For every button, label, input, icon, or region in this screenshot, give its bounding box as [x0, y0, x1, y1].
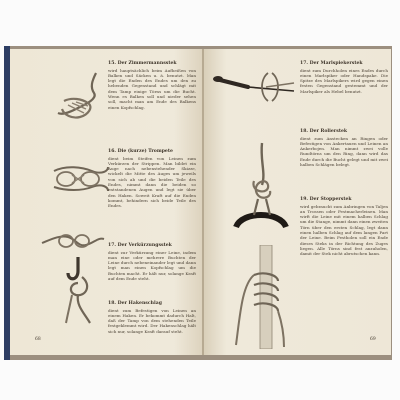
- entry-title: 18. Der Hakenschlag: [108, 301, 162, 306]
- knot-illustration-marlspiekerstek: [208, 69, 296, 107]
- entry-zimmermannsstek: [108, 61, 196, 110]
- knot-illustration-trompete: [52, 161, 110, 197]
- knot-illustration-hakenschlag: [62, 255, 96, 325]
- knot-illustration-stopperstek: [234, 245, 286, 349]
- knot-illustration-rolierstek: [232, 141, 290, 233]
- entry-body: dient zum Anstecken an Ringen oder Befestigen von Ankertauen und Leinen an Ankerbojen. Man nimmt zwei volle Rundtörns um den Ring, dann wird das Ende durch die Bucht gelegt und mit zwei halben Schlägen belegt.: [300, 135, 388, 168]
- entry-title: 17. Der Marlspiekerstek: [300, 61, 363, 66]
- entry-body: dient beim Steifen von Leinen zum Verkürzen der Strippen. Man bildet ein Auge nach nebenstehender Skizze, wickelt die Mitte des Auges um jeweils von sich ab und die beiden Teile des Endes, nimmt dann die beiden so entstandenen Augen und legt sie über den Haken. Soweit Kraft auf die Enden kommt, behindern sich beide Teile des Endes.: [108, 155, 196, 209]
- entry-title: 17. Der Verkürzungsstek: [108, 243, 172, 248]
- entry-hakenschlag: [108, 301, 196, 334]
- knot-illustration-verkuerzungsstek: [40, 229, 106, 253]
- knot-illustration-zimmermannsstek: [54, 71, 104, 123]
- entry-trompete: [108, 149, 196, 209]
- left-page: [10, 49, 203, 355]
- page-number: 69: [370, 337, 376, 342]
- entry-title: 16. Die (kurze) Trompete: [108, 149, 173, 154]
- entry-title: 15. Der Zimmermannsstek: [108, 61, 177, 66]
- entry-body: dient zum Befestigen von Leinen an einem Haken. Er bekommt dadurch Halt, daß der Tamp von dem stehenden Teile festgeklemmt wird. Der Hakenschlag hält sich nur, solange Kraft darauf steht.: [108, 307, 196, 334]
- entry-verkuerzungsstek: [108, 243, 196, 281]
- entry-body: dient zum Durchholen eines Endes durch einen Marlspiker oder Handspake. Die Spitze des Marlspikers wird gegen einen festen Gegenstand gestemmt und der Marlspiker als Hebel benutzt.: [300, 67, 388, 94]
- right-page: [204, 49, 391, 355]
- entry-title: 18. Der Rolierstek: [300, 129, 348, 134]
- entry-body: wird hauptsächlich beim Aufheißen von Balken und Säcken u. ä. benutzt. Man legt die Enden des Endes um den zu hebenden Gegenstand und schlägt mit dem Tamp einige Törns um die Bucht. Wenn es Balken soll und nieder sehen soll, macht man am Ende des Balkens einen Kopfschlag.: [108, 67, 196, 110]
- entry-marlspiekerstek: [300, 61, 388, 94]
- page-number: 68: [35, 337, 41, 342]
- entry-title: 19. Der Stopperstek: [300, 197, 352, 202]
- entry-stopperstek: [300, 197, 388, 257]
- entry-body: dient zur Verkürzung einer Leine, indem man eine oder mehrere Buchten der Leine durch nebeneinander legt und dann legt man einen Kopfschlag um die Buchten macht. Er hält nur, solange Kraft auf dem Ende steht.: [108, 249, 196, 282]
- entry-rolierstek: [300, 129, 388, 167]
- entry-body: wird gebraucht zum Anbringen von Taljen an Trossen oder Festmacherleinen. Man wirft die Leine mit einem halben Schlag um die Stange, nimmt dann einen zweiten Törn über den ersten Schlag, legt dann einen halben Schlag auf dem langen Part der Leine. Beim Festholen soll ein Ende dieses Steks in der Richtung des Zuges liegen. Alle Törns sind fest anzuholen, damit der Stek nicht abrutschen kann.: [300, 203, 388, 257]
